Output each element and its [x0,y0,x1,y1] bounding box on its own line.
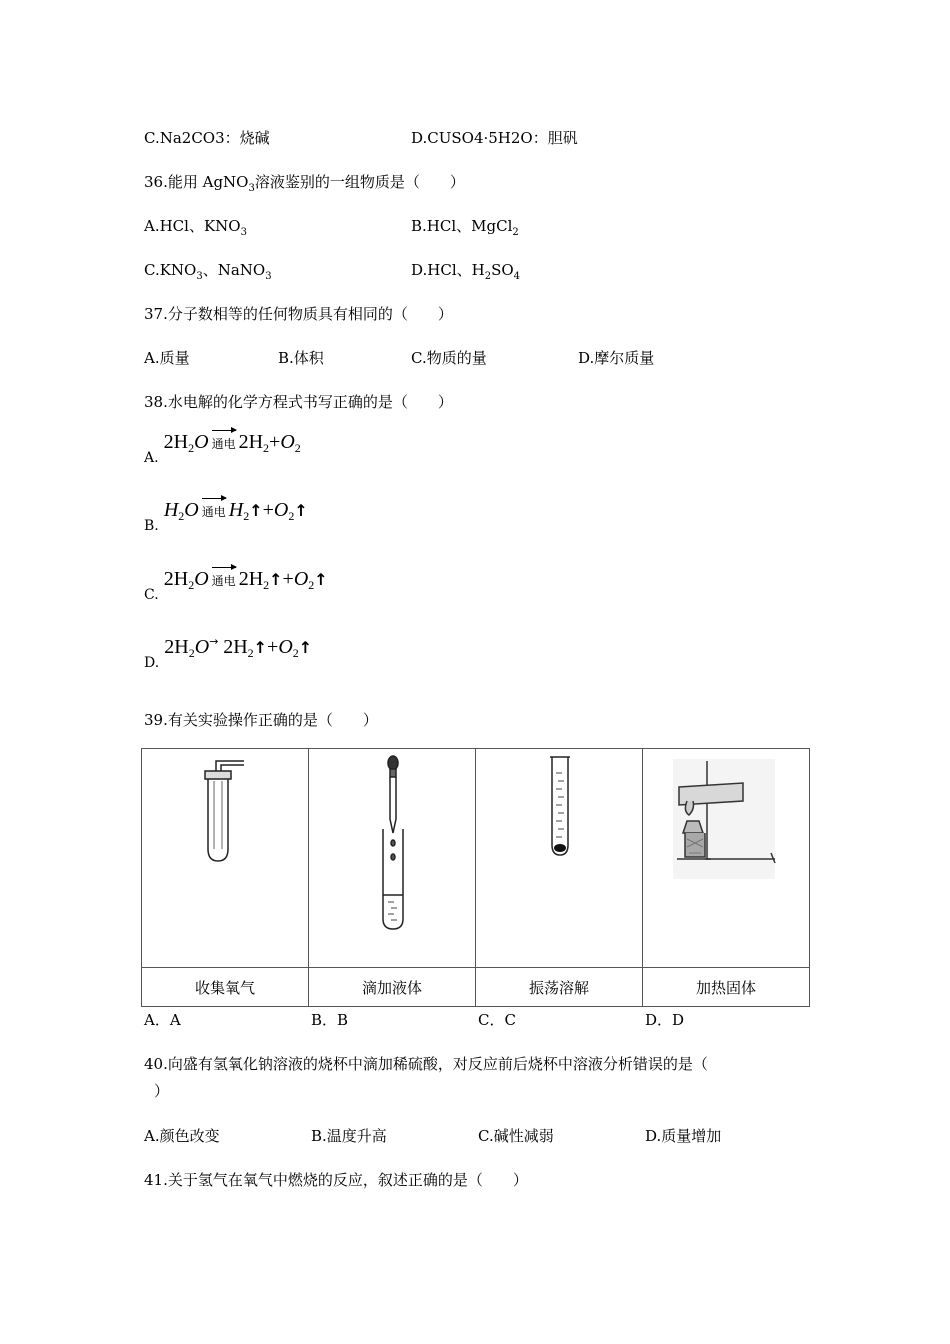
q40-option-d: D.质量增加 [645,1127,722,1145]
q40-option-b: B.温度升高 [311,1127,387,1145]
q35-option-c: C.Na2CO3：烧碱 [144,129,270,147]
arrow-icon: → [209,635,219,648]
q36-option-d: D.HCl、$H_2SO_4$ [411,261,521,282]
option-label: C. [144,587,159,603]
q37-option-a: A.质量 [144,349,190,367]
experiment-table [141,748,810,1007]
q39-option-a: A．A [144,1011,181,1029]
cell-shaking-dissolve [476,749,643,968]
q36-stem: 36.能用 AgNO$_3$溶液鉴别的一组物质是（ ） [144,173,465,194]
q41-stem: 41.关于氢气在氧气中燃烧的反应，叙述正确的是（ ） [144,1171,528,1189]
q38-option-a [144,430,301,466]
q38-option-c [144,567,328,603]
q35-option-d: D.CUSO4·5H2O：胆矾 [411,129,578,147]
gas-arrow-icon: ↑ [253,638,268,657]
cell-collect-oxygen [142,749,309,968]
dropper-test-tube-icon [309,749,475,963]
q40-stem-line1: 40.向盛有氢氧化钠溶液的烧杯中滴加稀硫酸，对反应前后烧杯中溶液分析错误的是（ [144,1055,708,1073]
equation-b: $H_2O$ 通电 $H_2↑+O_2↑$ [163,499,308,523]
shaking-test-tube-icon [476,749,642,963]
q37-stem: 37.分子数相等的任何物质具有相同的（ ） [144,305,453,323]
option-label: B. [144,518,159,534]
q36-option-c: $C.KNO_3$、NaNO$_3$ [144,261,272,282]
q37-option-c: C.物质的量 [411,349,487,367]
equation-c: $2H_2O$ 通电 $2H_2↑+O_2↑$ [163,568,328,592]
q36-option-a: A.HCl、$KNO_3$ [144,217,247,238]
equation-a: $2H_2O$ 通电 $2H_2+O_2$ [163,431,301,455]
q39-stem: 39.有关实验操作正确的是（ ） [144,711,378,729]
gas-arrow-icon: ↑ [314,570,328,589]
test-tube-gas-collection-icon [142,749,308,963]
caption-heating-solid: 加热固体 [643,968,810,1007]
heating-apparatus-icon [643,749,809,963]
gas-arrow-icon: ↑ [298,638,313,657]
gas-arrow-icon: ↑ [294,501,308,520]
option-label: A. [144,450,159,466]
option-label: D. [144,655,160,671]
q40-option-a: A.颜色改变 [144,1127,220,1145]
caption-collect-oxygen: 收集氧气 [142,968,309,1007]
q38-option-d [144,635,313,671]
q37-option-b: B.体积 [278,349,324,367]
cell-heating-solid [643,749,810,968]
q37-option-d: D.摩尔质量 [578,349,655,367]
caption-dropping-liquid: 滴加液体 [309,968,476,1007]
q39-option-c: C．C [478,1011,516,1029]
q40-stem-line2: ） [154,1082,170,1100]
q39-option-b: B．B [311,1011,349,1029]
cell-dropping-liquid [309,749,476,968]
q36-option-b: B.HCl、MgCl$_2$ [411,217,519,238]
q39-option-d: D．D [645,1011,685,1029]
caption-shaking-dissolve: 振荡溶解 [476,968,643,1007]
q38-stem: 38.水电解的化学方程式书写正确的是（ ） [144,393,453,411]
q38-option-b [144,498,308,534]
gas-arrow-icon: ↑ [269,570,283,589]
gas-arrow-icon: ↑ [249,501,263,520]
equation-d: $2H_2O\to$ $2H_2↑+O_2↑$ [164,636,312,658]
q40-option-c: C.碱性减弱 [478,1127,554,1145]
